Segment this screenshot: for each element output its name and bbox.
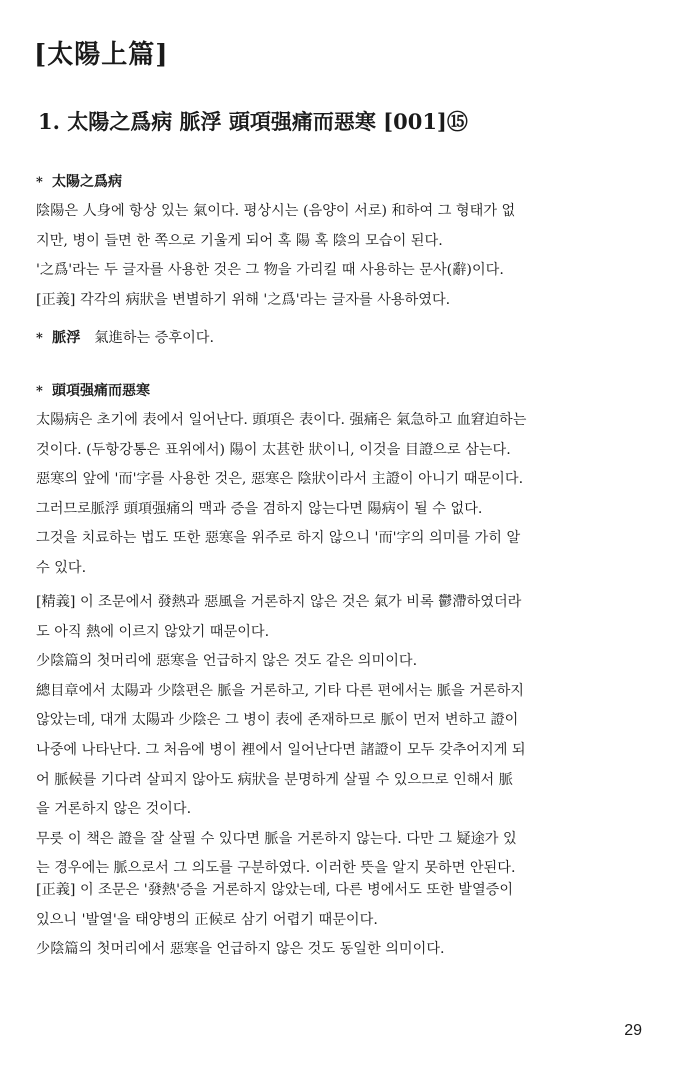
text-line: 少陰篇의 첫머리에 惡寒을 언급하지 않은 것도 같은 의미이다. <box>36 653 418 670</box>
text-line: '之爲'라는 두 글자를 사용한 것은 그 物을 가리킬 때 사용하는 문사(辭)이다. <box>36 262 504 279</box>
text-line: 惡寒의 앞에 '而'字를 사용한 것은, 惡寒은 陰狀이라서 主證이 아니기 때문이다. <box>36 471 524 488</box>
text-line: 지만, 병이 들면 한 쪽으로 기울게 되어 혹 陽 혹 陰의 모습이 된다. <box>36 232 443 249</box>
text-line: [正義] 각각의 病狀을 변별하기 위해 '之爲'라는 글자를 사용하였다. <box>36 291 451 308</box>
commentary-zhengyi <box>36 876 664 965</box>
note-inline-line <box>36 324 664 354</box>
text-line: 않았는데, 대개 太陽과 少陰은 그 병이 表에 존재하므로 脈이 먼저 변하고 證이 <box>36 712 519 729</box>
text-line: 도 아직 熱에 이르지 않았기 때문이다. <box>36 623 270 640</box>
text-line: 陰陽은 人身에 항상 있는 氣이다. 평상시는 (음양이 서로) 和하여 그 형태가 없 <box>36 203 516 219</box>
chapter-title: [太陽上篇] <box>34 40 169 70</box>
text-line: 太陽病은 초기에 表에서 일어난다. 頭項은 表이다. 强痛은 氣急하고 血窘迫하는 <box>36 412 527 428</box>
section-title: 1. 太陽之爲病 脈浮 頭項强痛而惡寒 [001]⑮ <box>38 109 468 134</box>
note-block-maifu <box>36 324 664 354</box>
note-block-touxiang <box>36 376 664 584</box>
text-line: 그러므로脈浮 頭項强痛의 맥과 증을 겸하지 않는다면 陽病이 될 수 없다. <box>36 500 483 517</box>
text-line: [精義] 이 조문에서 發熱과 惡風을 거론하지 않은 것은 氣가 비록 鬱滯하였더라 <box>36 594 522 610</box>
text-line: 수 있다. <box>36 559 87 576</box>
bullet-star-icon: * <box>36 175 43 190</box>
note-heading-text: 脈浮 <box>52 330 81 346</box>
note-heading <box>36 330 80 346</box>
text-line: 그것을 치료하는 법도 또한 惡寒을 위주로 하지 않으니 '而'字의 의미를 가히 알 <box>36 530 521 547</box>
bullet-star-icon: * <box>36 331 43 346</box>
text-line: 을 거론하지 않은 것이다. <box>36 801 192 818</box>
text-line: 나중에 나타난다. 그 처음에 병이 裡에서 일어난다면 諸證이 모두 갖추어지게 되 <box>36 741 526 758</box>
text-line: 總目章에서 太陽과 少陰편은 脈을 거론하고, 기타 다른 편에서는 脈을 거론하지 <box>36 682 525 699</box>
text-line: 少陰篇의 첫머리에서 惡寒을 언급하지 않은 것도 동일한 의미이다. <box>36 941 445 958</box>
bullet-star-icon: * <box>36 384 43 399</box>
note-heading <box>36 376 664 406</box>
commentary-jingyi <box>36 588 664 884</box>
text-line: 있으니 '발열'을 태양병의 正候로 삼기 어렵기 때문이다. <box>36 911 378 928</box>
text-line: 것이다. (두항강통은 표위에서) 陽이 太甚한 狀이니, 이것을 目證으로 삼는다. <box>36 441 511 458</box>
text-line: 어 脈候를 기다려 살피지 않아도 病狀을 분명하게 살필 수 있으므로 인해서 脈 <box>36 771 513 788</box>
text-line: [正義] 이 조문은 '發熱'증을 거론하지 않았는데, 다른 병에서도 또한 발열증이 <box>36 882 514 898</box>
page-number: 29 <box>624 1022 642 1039</box>
text-line: 는 경우에는 脈으로서 그 의도를 구분하였다. 이러한 뜻을 알지 못하면 안된다. <box>36 860 516 877</box>
note-heading-text: 頭項强痛而惡寒 <box>52 383 150 399</box>
note-heading-text: 太陽之爲病 <box>52 174 122 190</box>
note-heading <box>36 167 664 197</box>
text-line: 무릇 이 책은 證을 잘 살필 수 있다면 脈을 거론하지 않는다. 다만 그 疑途가 있 <box>36 830 517 847</box>
note-inline-text: 氣進하는 증후이다. <box>94 330 215 346</box>
note-block-taiyang <box>36 167 664 315</box>
